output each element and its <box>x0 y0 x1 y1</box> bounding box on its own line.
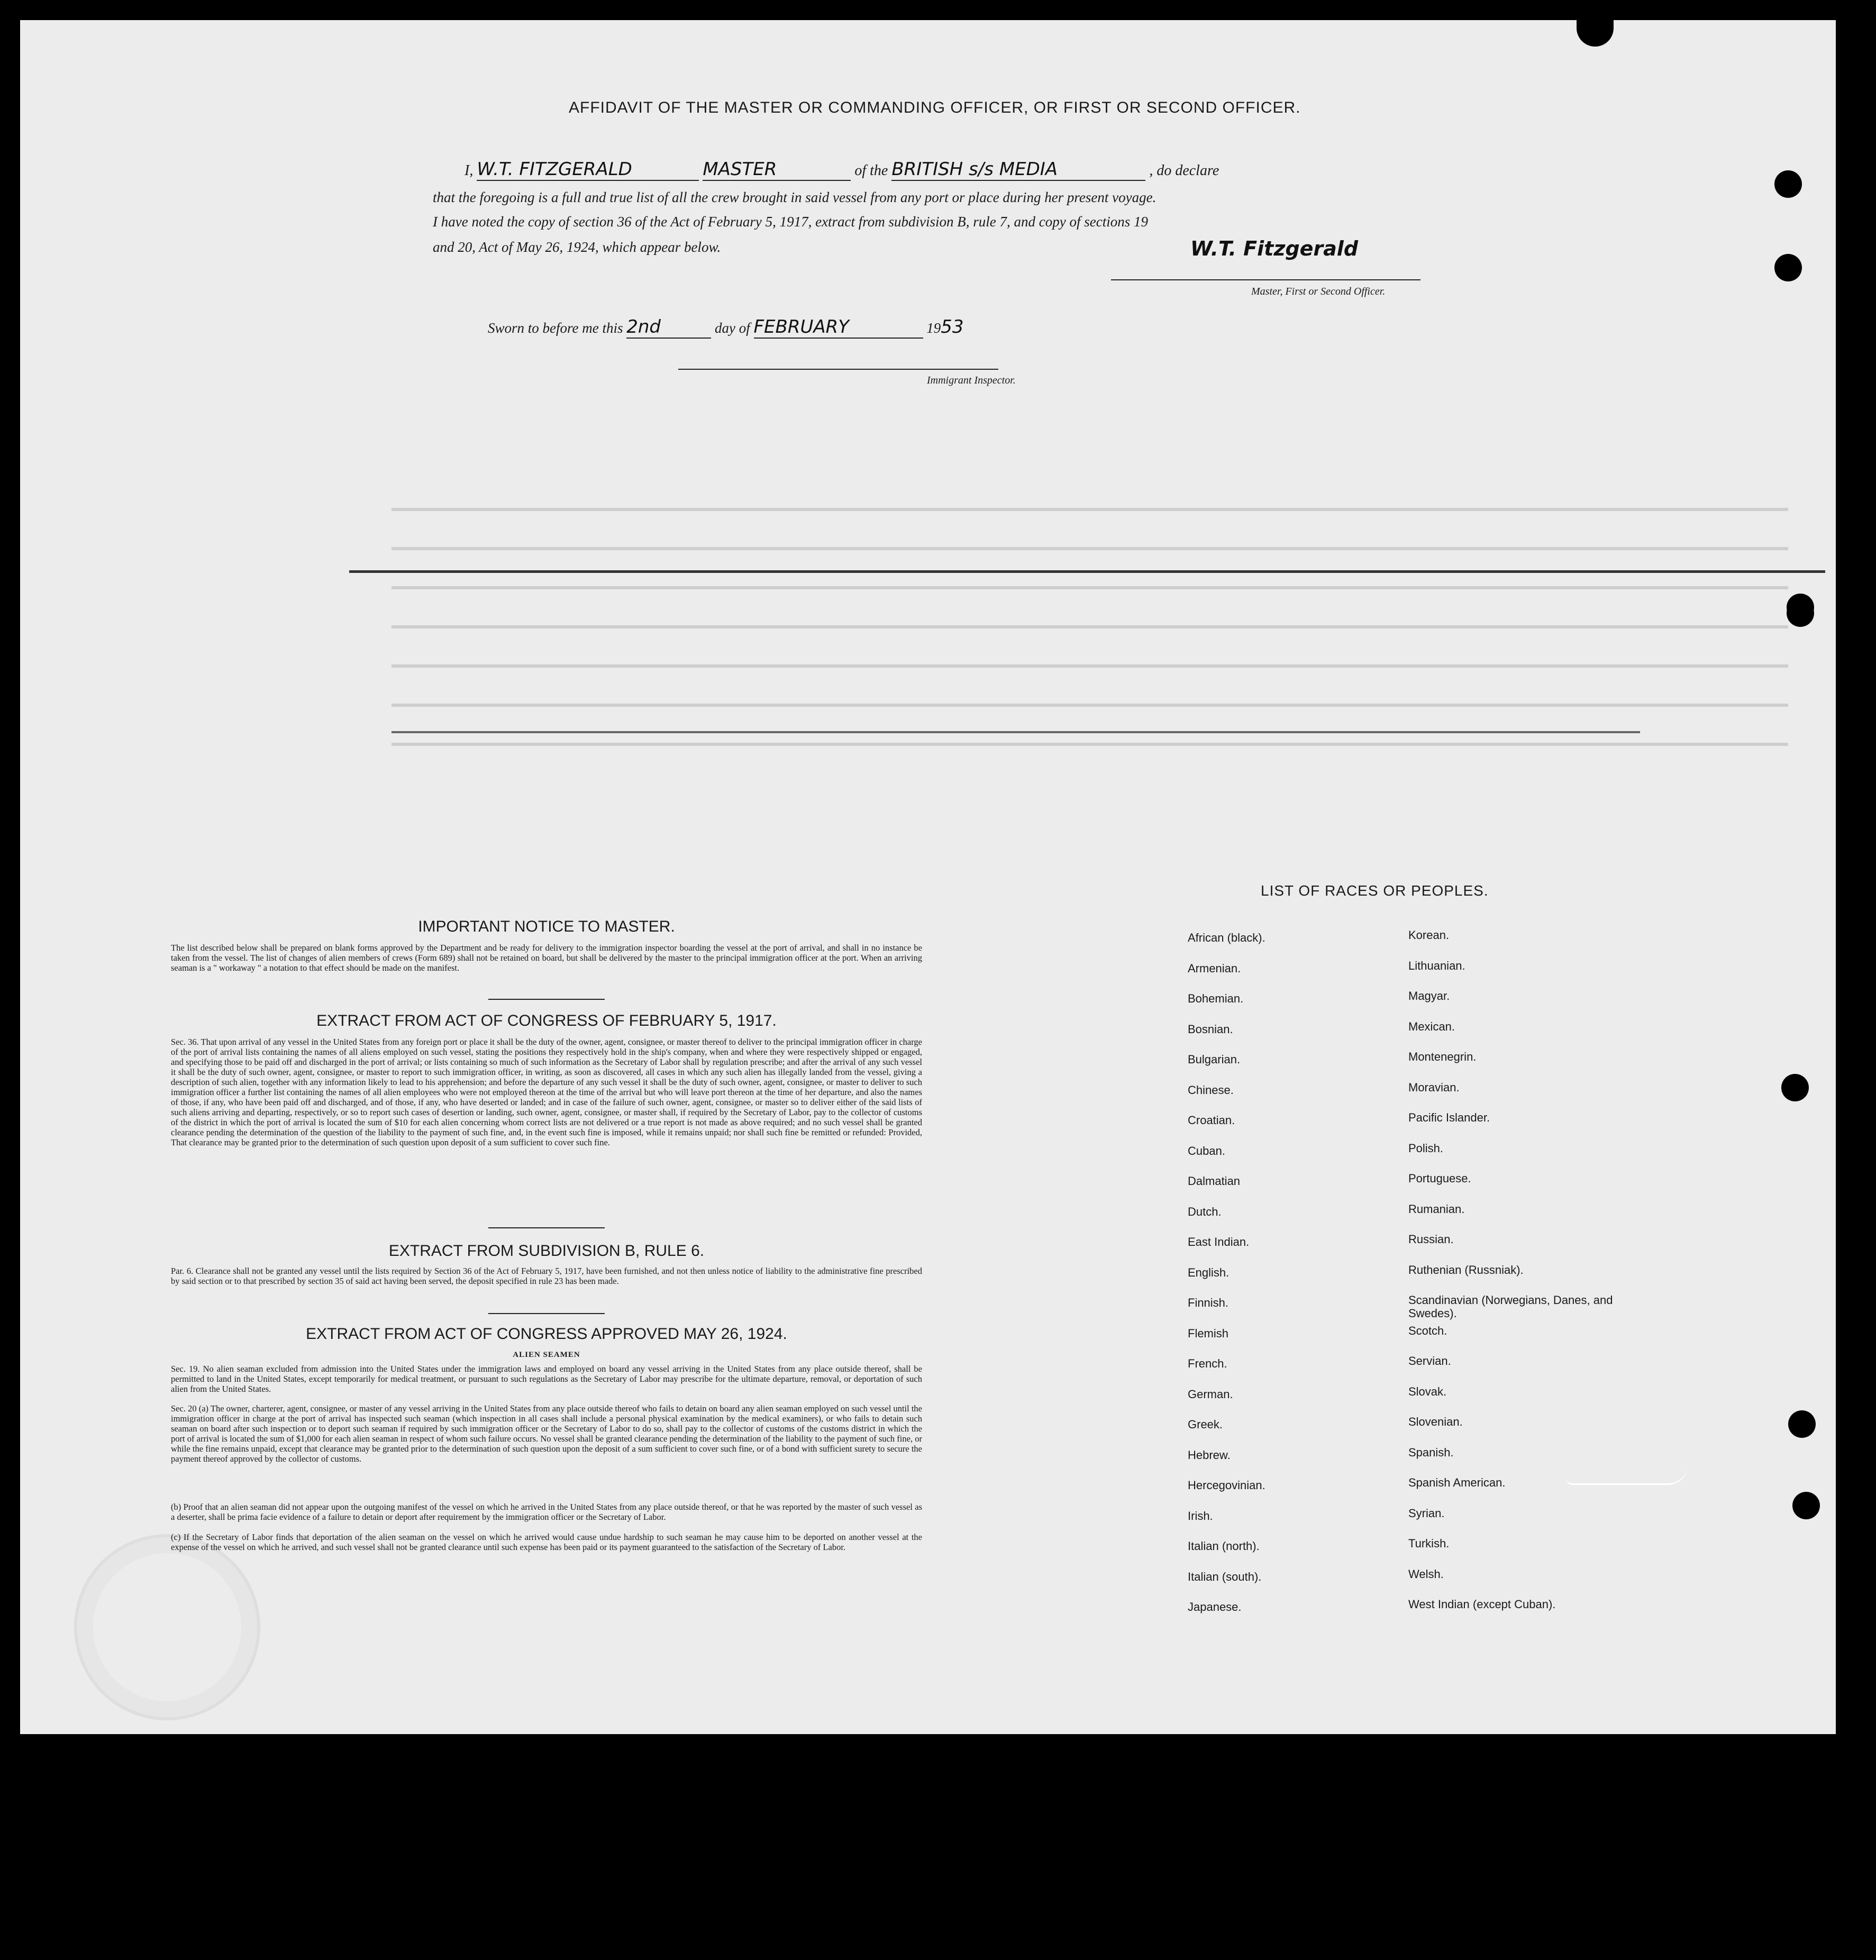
punch-hole <box>1774 254 1802 281</box>
race-item: Ruthenian (Russniak). <box>1408 1263 1524 1277</box>
race-item: Italian (south). <box>1188 1570 1262 1583</box>
race-item: Montenegrin. <box>1408 1050 1477 1063</box>
races-title: LIST OF RACES OR PEOPLES. <box>1261 882 1489 899</box>
inspector-signature-line <box>678 369 998 370</box>
races-left-column <box>1188 931 1399 1631</box>
master-signature: W.T. Fitzgerald <box>1190 237 1359 260</box>
section-divider <box>488 1313 605 1314</box>
race-item: Bulgarian. <box>1188 1053 1241 1066</box>
bleed-through-rows <box>391 476 1788 772</box>
affidavit-line-1 <box>465 159 1692 181</box>
race-item: Greek. <box>1188 1418 1223 1431</box>
race-item: Servian. <box>1408 1354 1451 1368</box>
race-item: Flemish <box>1188 1326 1229 1340</box>
rule-6-title: EXTRACT FROM SUBDIVISION B, RULE 6. <box>388 1242 705 1260</box>
strike-line <box>349 570 1825 573</box>
race-item: Spanish. <box>1408 1445 1454 1459</box>
race-item: Welsh. <box>1408 1567 1444 1581</box>
year-suffix: 53 <box>941 316 964 338</box>
race-item: East Indian. <box>1188 1235 1250 1248</box>
race-item: Lithuanian. <box>1408 959 1465 972</box>
notice-body: The list described below shall be prepared on blank forms approved by the Department and be ready for delivery to the immigration inspector boarding the vessel at the port of arrival, and shall in no instance be taken from the vessel. The list of changes of alien members of crews (Form 689) shall not be retained on board, but shall be delivered by the master to the principal immigration officer at the port. When an arriving seaman is a " workaway " a notation to that effect should be made on the manifest. <box>171 943 922 973</box>
race-item: Polish. <box>1408 1141 1444 1155</box>
race-item: Hebrew. <box>1188 1448 1231 1462</box>
race-item: Mexican. <box>1408 1019 1455 1033</box>
race-item: Pacific Islander. <box>1408 1111 1490 1124</box>
punch-hole <box>1788 1410 1816 1438</box>
race-item: English. <box>1188 1265 1230 1279</box>
sworn-line <box>488 316 1176 339</box>
race-item: West Indian (except Cuban). <box>1408 1598 1556 1611</box>
sec-20c-body: (c) If the Secretary of Labor finds that deportation of the alien seaman on the vessel on which he arrived would cause undue hardship to such seaman he may cause him to be deported on another vessel at the expense of the vessel on which he arrived, and such vessel shall not be granted clearance until such expense has been paid or its payment guaranteed to the satisfaction of the Secretary of Labor. <box>171 1532 922 1552</box>
race-item: African (black). <box>1188 931 1265 944</box>
year-prefix: 19 <box>926 320 941 336</box>
race-item: Chinese. <box>1188 1083 1234 1097</box>
sworn-day-field: 2nd <box>626 316 711 339</box>
punch-hole <box>1781 1074 1809 1101</box>
race-item: Slovak. <box>1408 1384 1447 1398</box>
race-item: Portuguese. <box>1408 1172 1471 1185</box>
race-item: Cuban. <box>1188 1144 1225 1157</box>
sec-20a-body: Sec. 20 (a) The owner, charterer, agent, consignee, or master of any vessel arriving in the United States from any place outside thereof who fails to detain on board any alien seaman employed on such vessel until the immigration officer in charge at the port of arrival has inspected such seaman (which inspection in all cases shall include a personal physical examination by the medical examiners), or who fails to detain such seaman on board after such inspection or to deport such seaman if required by such immigration officer or the Secretary of Labor to do so, shall pay to the collector of customs of the customs district in which the port of arrival is located the sum of $1,000 for each alien seaman in respect of whom such failure occurs. No vessel shall be granted clearance pending the determination of the liability to the payment of such fine, or while the fine remains unpaid, except that clearance may be granted prior to the determination of such question upon the deposit of a sum sufficient to cover such fine, or of a bond with sufficient surety to secure the payment thereof approved by the collector of customs. <box>171 1403 922 1464</box>
strike-line <box>391 731 1640 733</box>
punch-hole <box>1774 170 1802 198</box>
affidavit-title: AFFIDAVIT OF THE MASTER OR COMMANDING OFFICER, OR FIRST OR SECOND OFFICER. <box>569 99 1301 116</box>
race-item: Italian (north). <box>1188 1539 1260 1553</box>
signature-line <box>1111 279 1420 280</box>
race-item: Magyar. <box>1408 989 1450 1002</box>
sworn-prefix: Sworn to before me this <box>488 320 623 336</box>
races-right-column <box>1408 928 1631 1628</box>
do-declare-label: , do declare <box>1149 162 1219 179</box>
race-item: French. <box>1188 1357 1227 1370</box>
race-item: Armenian. <box>1188 961 1241 975</box>
race-item: Scandinavian (Norwegians, Danes, and Swedes). <box>1408 1293 1613 1320</box>
day-of-label: day of <box>715 320 750 336</box>
affidavit-line-2: that the foregoing is a full and true list of all the crew brought in said vessel from any port or place during her present voyage. <box>433 189 1156 205</box>
race-item: Bosnian. <box>1188 1022 1233 1036</box>
alien-seamen-subtitle: ALIEN SEAMEN <box>513 1351 580 1359</box>
rank-field: MASTER <box>703 159 851 181</box>
race-item: German. <box>1188 1387 1233 1401</box>
race-item: Russian. <box>1408 1233 1454 1246</box>
punch-hole <box>1792 1492 1820 1519</box>
affidavit-line-4: and 20, Act of May 26, 1924, which appear below. <box>433 239 721 255</box>
race-item: Spanish American. <box>1408 1476 1506 1489</box>
race-item: Japanese. <box>1188 1600 1242 1613</box>
vessel-field: BRITISH s/s MEDIA <box>891 159 1145 181</box>
inspector-caption: Immigrant Inspector. <box>927 375 1016 386</box>
race-item: Croatian. <box>1188 1114 1235 1127</box>
race-item: Dalmatian <box>1188 1174 1241 1188</box>
extract-1924-title: EXTRACT FROM ACT OF CONGRESS APPROVED MAY 26, 1924. <box>306 1325 787 1343</box>
race-item: Dutch. <box>1188 1205 1222 1218</box>
race-item: Moravian. <box>1408 1080 1460 1094</box>
race-item: Irish. <box>1188 1509 1213 1523</box>
race-item: Slovenian. <box>1408 1415 1463 1428</box>
notice-title: IMPORTANT NOTICE TO MASTER. <box>418 918 675 935</box>
race-item: Hercegovinian. <box>1188 1479 1265 1492</box>
extract-1917-body: Sec. 36. That upon arrival of any vessel in the United States from any foreign port or place it shall be the duty of the owner, agent, consignee, or master thereof to deliver to the principal immigration officer in charge of the port of arrival lists containing the names of all aliens employed on such vessel, stating the positions they respectively hold in the ship's company, when and where they were respectively shipped or engaged, and specifying those to be paid off and discharged in the port of arrival; or lists containing so much of such information as the Secretary of Labor shall by regulation prescribe; and after the arrival of any such vessel it shall be the duty of such owner, agent, consignee, or master to report to such immigration officer, in writing, as soon as discovered, all cases in which any such alien has illegally landed from the vessel, giving a description of such alien, together with any information likely to lead to his apprehension; and before the departure of any such vessel it shall be the duty of such owner, agent, consignee, or master to deliver to such immigration officer a further list containing the names of all alien employees who were not employed thereon at the time of the arrival but who will leave port thereon at the time of her departure, and also the names of those, if any, who have been paid off and discharged, and of those, if any, who have deserted or landed; and in case of the failure of such owner, agent, consignee, or master so to deliver either of the said lists of such aliens arriving and departing, respectively, or so to report such cases of desertion or landing, such owner, agent, consignee, or master shall, if required by the Secretary of Labor, pay to the collector of customs of the district in which the port of arrival is located the sum of $10 for each alien concerning whom correct lists are not delivered or a true report is not made as above required; and no such vessel shall be granted clearance pending the determination of the question of the liability to the payment of such fine, and, in the event such fine is imposed, while it remains unpaid; nor shall such fine be remitted or refunded: Provided, That clearance may be granted prior to the determination of such question upon deposit of a sum sufficient to cover such fine. <box>171 1037 922 1147</box>
pen-scribble <box>1566 1465 1688 1485</box>
embossed-seal <box>74 1534 260 1720</box>
sec-20b-body: (b) Proof that an alien seaman did not appear upon the outgoing manifest of the vessel on which he arrived in the United States from any place outside thereof, or that he was reported by the master of such vessel as a deserter, shall be prima facie evidence of a failure to detain or deport after requirement by the immigration officer or the Secretary of Labor. <box>171 1502 922 1522</box>
section-divider <box>488 1227 605 1228</box>
race-item: Scotch. <box>1408 1324 1447 1337</box>
section-divider <box>488 999 605 1000</box>
extract-1917-title: EXTRACT FROM ACT OF CONGRESS OF FEBRUARY 5, 1917. <box>316 1012 777 1029</box>
race-item: Finnish. <box>1188 1296 1229 1309</box>
race-item: Bohemian. <box>1188 992 1244 1005</box>
sec-19-body: Sec. 19. No alien seaman excluded from admission into the United States under the immigration laws and employed on board any vessel arriving in the United States from any place outside thereof, shall be permitted to land in the United States, except temporarily for medical treatment, or pursuant to such regulations as the Secretary of Labor may prescribe for the ultimate departure, removal, or deportation of such alien from the United States. <box>171 1364 922 1394</box>
master-name-field: W.T. FITZGERALD <box>477 159 699 181</box>
affidavit-line-3: I have noted the copy of section 36 of the Act of February 5, 1917, extract from subdivision B, rule 7, and copy of sections 19 <box>433 214 1148 230</box>
sworn-month-field: FEBRUARY <box>754 316 923 339</box>
of-the-label: of the <box>854 162 888 179</box>
rule-6-body: Par. 6. Clearance shall not be granted any vessel until the lists required by Section 36 of the Act of February 5, 1917, have been furnished, and not then unless notice of liability to the administrative fine prescribed by said section or to that prescribed by section 35 of said act having been served, the deposit specified in rule 23 has been made. <box>171 1266 922 1286</box>
signature-caption: Master, First or Second Officer. <box>1251 286 1386 297</box>
race-item: Syrian. <box>1408 1506 1445 1520</box>
race-item: Turkish. <box>1408 1537 1450 1550</box>
race-item: Rumanian. <box>1408 1202 1465 1216</box>
punch-hole <box>1787 599 1814 627</box>
race-item: Korean. <box>1408 928 1450 942</box>
line1-prefix: I, <box>465 162 473 179</box>
